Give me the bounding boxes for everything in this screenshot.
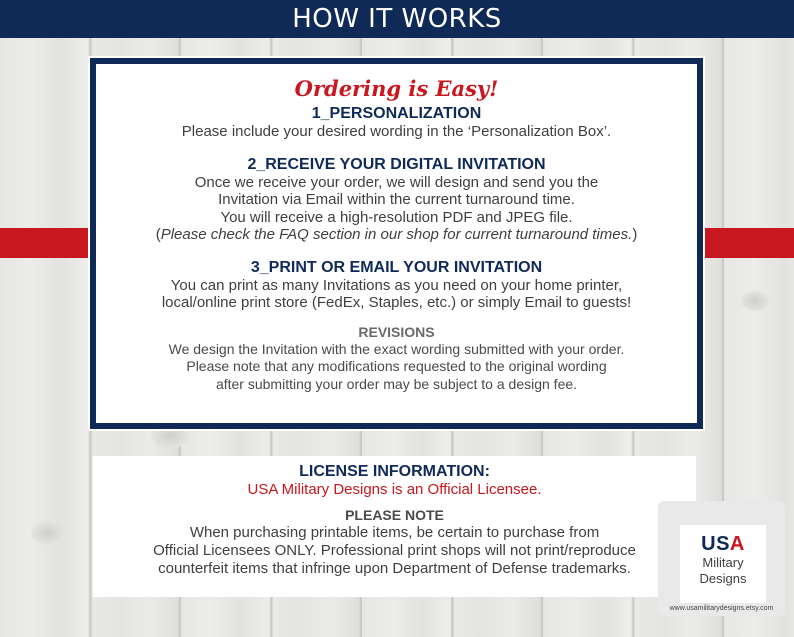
revisions-text: We design the Invitation with the exact wording submitted with your order. <box>168 340 625 357</box>
wood-knot <box>740 290 770 312</box>
brand-logo <box>680 525 766 603</box>
revisions-text: after submitting your order may be subject to a design fee. <box>215 375 578 392</box>
please-note-title: PLEASE NOTE <box>345 507 444 523</box>
revisions-title: REVISIONS <box>358 323 435 340</box>
license-card <box>93 456 696 597</box>
logo-letter-u: U <box>701 533 717 555</box>
license-title: LICENSE INFORMATION: <box>299 463 490 480</box>
license-text: When purchasing printable items, be certain to purchase from <box>189 524 600 541</box>
logo-line-military: Military <box>702 555 744 570</box>
step-text: Please include your desired wording in the ‘Personalization Box’. <box>181 123 612 140</box>
note-paren-open: ( <box>155 226 161 243</box>
license-text: counterfeit items that infringe upon Department of Defense trademarks. <box>158 560 631 577</box>
page-title: HOW IT WORKS <box>292 4 502 34</box>
licensee-statement: USA Military Designs is an Official Licensee. <box>247 481 542 498</box>
note-paren-close: ) <box>632 226 638 243</box>
step-text: Once we receive your order, we will design and send you the <box>194 173 599 191</box>
step-receive-invitation <box>96 155 697 244</box>
step-personalization <box>96 104 697 141</box>
license-text: Official Licensees ONLY. Professional print shops will not print/reproduce <box>153 542 636 559</box>
step-text: Invitation via Email within the current turnaround time. <box>218 191 575 208</box>
shop-url: www.usamilitarydesigns.etsy.com <box>669 605 774 612</box>
step-text: local/online print store (FedEx, Staples, etc.) or simply Email to guests! <box>161 294 632 311</box>
turnaround-note <box>96 226 697 244</box>
step-title: 3_PRINT OR EMAIL YOUR INVITATION <box>250 258 543 276</box>
brand-logo-badge <box>658 501 785 616</box>
step-title: 2_RECEIVE YOUR DIGITAL INVITATION <box>247 155 546 173</box>
logo-line-designs: Designs <box>699 571 747 586</box>
step-text: You will receive a high-resolution PDF and JPEG file. <box>220 208 573 226</box>
note-italic-text: Please check the FAQ section in our shop for current turnaround times. <box>160 226 633 243</box>
logo-letter-s: S <box>716 533 730 555</box>
ordering-title: Ordering is Easy! <box>294 76 499 101</box>
logo-usa-wordmark <box>680 533 766 555</box>
wood-knot <box>30 520 66 546</box>
step-print-or-email <box>96 258 697 312</box>
step-text: You can print as many Invitations as you need on your home printer, <box>170 276 623 294</box>
logo-letter-a: A <box>729 533 745 555</box>
revisions-text: Please note that any modifications requested to the original wording <box>186 358 607 374</box>
header-bar <box>0 0 794 38</box>
how-it-works-card <box>90 58 703 429</box>
step-title: 1_PERSONALIZATION <box>311 105 482 122</box>
revisions-section <box>96 324 697 394</box>
